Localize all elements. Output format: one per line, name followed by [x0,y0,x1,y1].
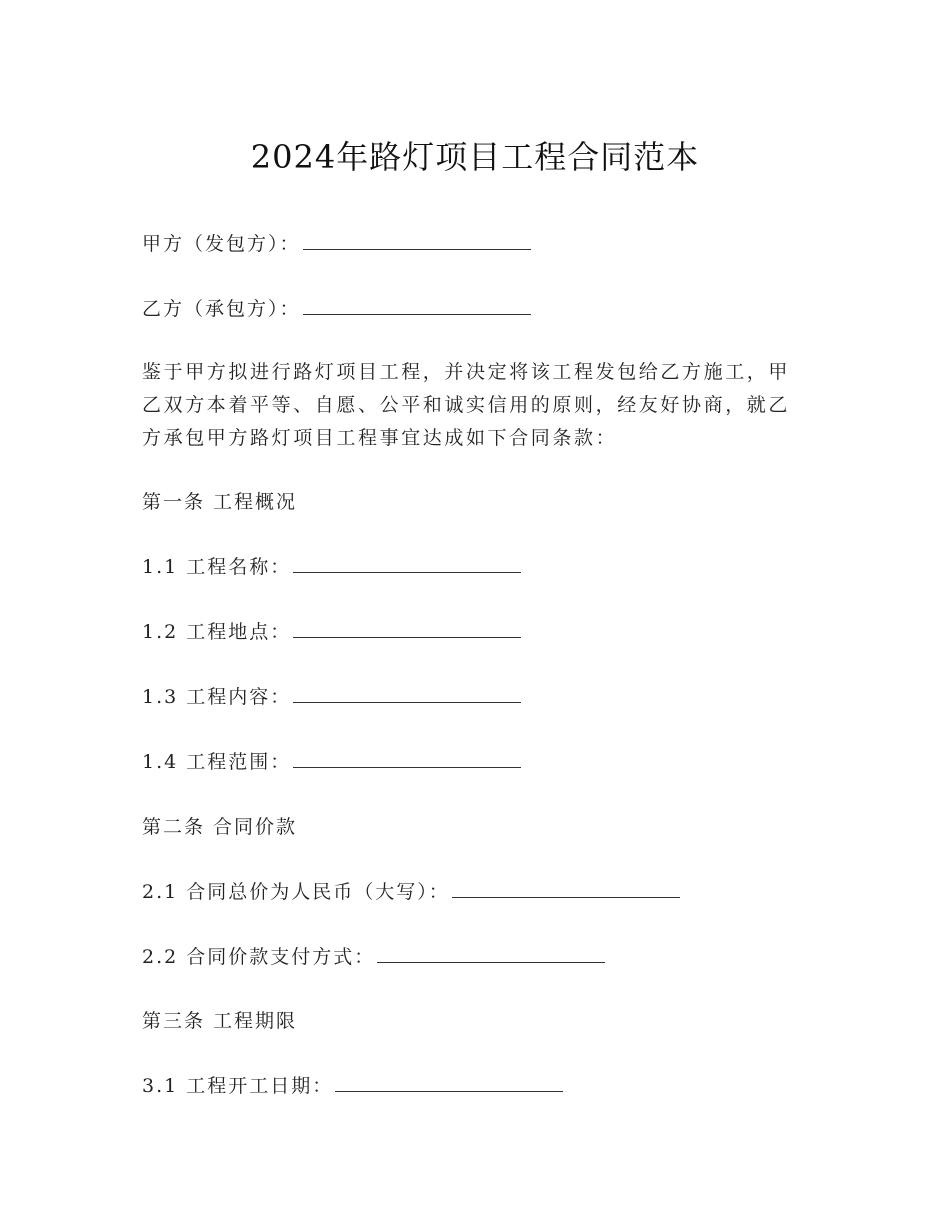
item-1-2-line [142,619,521,645]
item-1-1-blank [293,554,521,573]
item-3-1-blank [335,1073,563,1092]
document-title: 2024年路灯项目工程合同范本 [250,138,700,176]
item-3-1-label: 3.1 工程开工日期： [142,1075,334,1097]
article-1-heading: 第一条 工程概况 [142,491,298,513]
item-2-1-label: 2.1 合同总价为人民币（大写）： [142,881,450,903]
item-1-2-label: 1.2 工程地点： [142,621,292,643]
item-1-4-blank [293,749,521,768]
article-3-heading: 第三条 工程期限 [142,1010,298,1032]
item-1-3-label: 1.3 工程内容： [142,686,292,708]
party-b-line [142,296,531,322]
item-2-1-blank [452,879,680,898]
item-1-3-line [142,684,521,710]
item-1-3-blank [293,684,521,703]
item-1-1-label: 1.1 工程名称： [142,556,292,578]
preamble-line: 鉴于甲方拟进行路灯项目工程，并决定将该工程发包给乙方施工，甲 [142,361,791,383]
party-a-line [142,231,531,257]
item-2-1-line [142,879,680,905]
preamble-paragraph [142,356,798,455]
item-1-2-blank [293,619,521,638]
item-3-1-line [142,1073,563,1099]
preamble-line: 方承包甲方路灯项目工程事宜达成如下合同条款： [142,427,618,449]
item-2-2-label: 2.2 合同价款支付方式： [142,946,376,968]
party-a-blank [303,231,531,250]
preamble-line: 乙双方本着平等、自愿、公平和诚实信用的原则，经友好协商，就乙 [142,394,791,416]
party-b-label: 乙方（承包方）： [142,298,301,320]
item-2-2-line [142,944,605,970]
party-b-blank [303,296,531,315]
item-1-4-label: 1.4 工程范围： [142,751,292,773]
item-2-2-blank [377,944,605,963]
item-1-4-line [142,749,521,775]
article-2-heading: 第二条 合同价款 [142,816,298,838]
party-a-label: 甲方（发包方）： [142,233,301,255]
item-1-1-line [142,554,521,580]
